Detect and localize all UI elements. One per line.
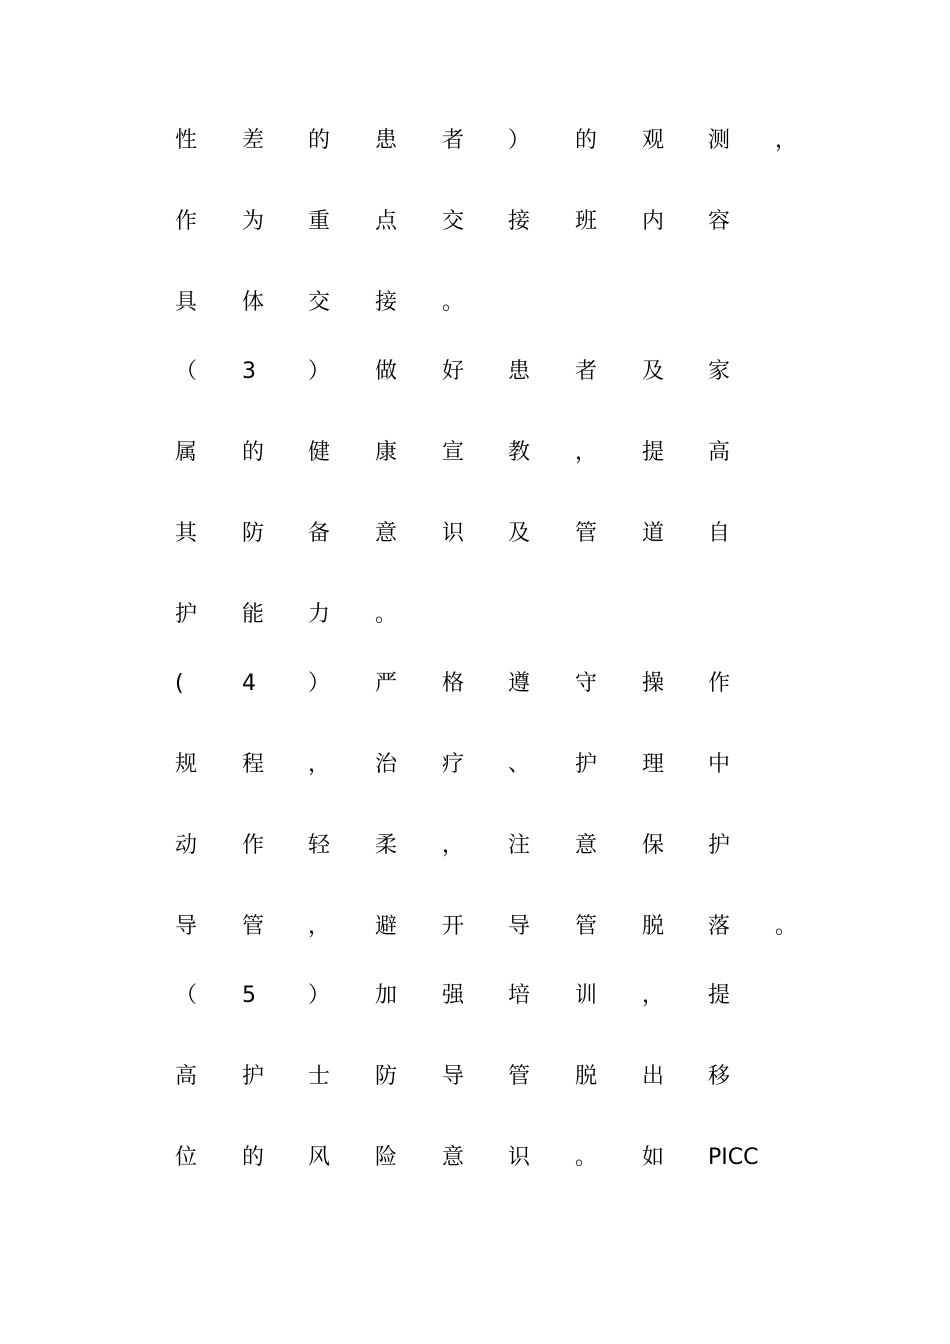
text-char: 意 [375,521,398,546]
text-char: 管 [575,914,598,939]
text-char: 力 [308,602,331,627]
text-char: 作 [242,833,265,858]
text-char: 治 [375,752,398,777]
text-char: 具 [175,290,198,315]
text-char: 做 [375,359,398,384]
text-char: 的 [308,128,331,153]
text-char: 脱 [642,914,665,939]
text-char: 护 [175,602,198,627]
text-char: 内 [642,209,665,234]
text-char: 管 [575,521,598,546]
text-line [0,745,950,785]
text-char: 疗 [442,752,465,777]
text-char: 培 [508,983,531,1008]
text-char: 4 [242,671,256,696]
text-char: 自 [708,521,731,546]
text-char: 教 [508,440,531,465]
text-char: 班 [575,209,598,234]
text-char: 及 [508,521,531,546]
text-char: 导 [508,914,531,939]
text-char: 交 [308,290,331,315]
text-char: 意 [575,833,598,858]
text-line [0,202,950,242]
text-char: 、 [508,752,531,777]
text-char: 动 [175,833,198,858]
text-char: 导 [175,914,198,939]
text-char: 程 [242,752,265,777]
text-char: 严 [375,671,398,696]
text-char: 健 [308,440,331,465]
text-char: 训 [575,983,598,1008]
text-char: 容 [708,209,731,234]
text-char: 护 [575,752,598,777]
text-line [0,595,950,635]
text-char: 高 [175,1064,198,1089]
text-char: 守 [575,671,598,696]
text-char: 点 [375,209,398,234]
text-char: 。 [575,1145,598,1170]
text-char: 防 [375,1064,398,1089]
text-char: 的 [242,440,265,465]
text-char: 落 [708,914,731,939]
text-char: 体 [242,290,265,315]
text-line [0,976,950,1016]
text-char: 能 [242,602,265,627]
text-char: 如 [642,1145,665,1170]
text-char: 移 [708,1064,731,1089]
text-char: 中 [708,752,731,777]
text-char: 3 [242,359,256,384]
text-char: 康 [375,440,398,465]
text-char: （ [175,359,198,384]
text-char: 观 [642,128,665,153]
text-char: 遵 [508,671,531,696]
text-line [0,352,950,392]
text-char: （ [175,983,198,1008]
text-char: ， [775,128,798,153]
text-char: 及 [642,359,665,384]
text-line [0,121,950,161]
text-line [0,514,950,554]
text-char: ， [442,833,465,858]
text-char: 避 [375,914,398,939]
text-char: ） [508,128,531,153]
text-line [0,433,950,473]
text-char: 提 [708,983,731,1008]
text-char: 位 [175,1145,198,1170]
text-line [0,283,950,323]
text-char: 士 [308,1064,331,1089]
text-char: ） [308,983,331,1008]
text-char: 护 [242,1064,265,1089]
text-line [0,826,950,866]
text-char: 备 [308,521,331,546]
text-char: 为 [242,209,265,234]
text-char: 接 [375,290,398,315]
text-char: 性 [175,128,198,153]
text-char: 险 [375,1145,398,1170]
text-char: 格 [442,671,465,696]
text-char: 加 [375,983,398,1008]
text-char: ( [175,671,184,696]
text-char: 交 [442,209,465,234]
text-char: 。 [775,914,798,939]
text-char: 。 [375,602,398,627]
text-char: 规 [175,752,198,777]
text-char: 导 [442,1064,465,1089]
text-line [0,1057,950,1097]
text-char: ， [308,914,331,939]
text-char: 宣 [442,440,465,465]
text-line [0,664,950,704]
text-char: ， [642,983,665,1008]
text-char: 柔 [375,833,398,858]
text-char: 操 [642,671,665,696]
text-char: 好 [442,359,465,384]
text-char: 患 [375,128,398,153]
text-char: 理 [642,752,665,777]
text-char: 轻 [308,833,331,858]
text-char: 患 [508,359,531,384]
text-char: 的 [575,128,598,153]
text-char: 。 [442,290,465,315]
text-line [0,1138,950,1178]
text-char: 管 [242,914,265,939]
text-char: 脱 [575,1064,598,1089]
text-char: PICC [708,1145,759,1170]
text-char: 的 [242,1145,265,1170]
text-char: 意 [442,1145,465,1170]
text-char: 测 [708,128,731,153]
text-char: ） [308,359,331,384]
text-char: 者 [575,359,598,384]
text-char: 出 [642,1064,665,1089]
text-char: 保 [642,833,665,858]
text-char: 注 [508,833,531,858]
text-char: 防 [242,521,265,546]
text-char: 其 [175,521,198,546]
text-char: 差 [242,128,265,153]
text-char: 提 [642,440,665,465]
text-char: 高 [708,440,731,465]
text-char: 识 [442,521,465,546]
text-char: 5 [242,983,256,1008]
text-char: 属 [175,440,198,465]
text-char: ， [575,440,598,465]
text-char: 者 [442,128,465,153]
text-char: 重 [308,209,331,234]
text-char: 护 [708,833,731,858]
text-char: 作 [175,209,198,234]
text-char: 风 [308,1145,331,1170]
text-char: 强 [442,983,465,1008]
text-char: 接 [508,209,531,234]
text-char: ， [308,752,331,777]
text-char: 家 [708,359,731,384]
text-char: 作 [708,671,731,696]
text-char: 管 [508,1064,531,1089]
text-char: 道 [642,521,665,546]
text-line [0,907,950,947]
text-char: 识 [508,1145,531,1170]
text-char: 开 [442,914,465,939]
text-char: ） [308,671,331,696]
